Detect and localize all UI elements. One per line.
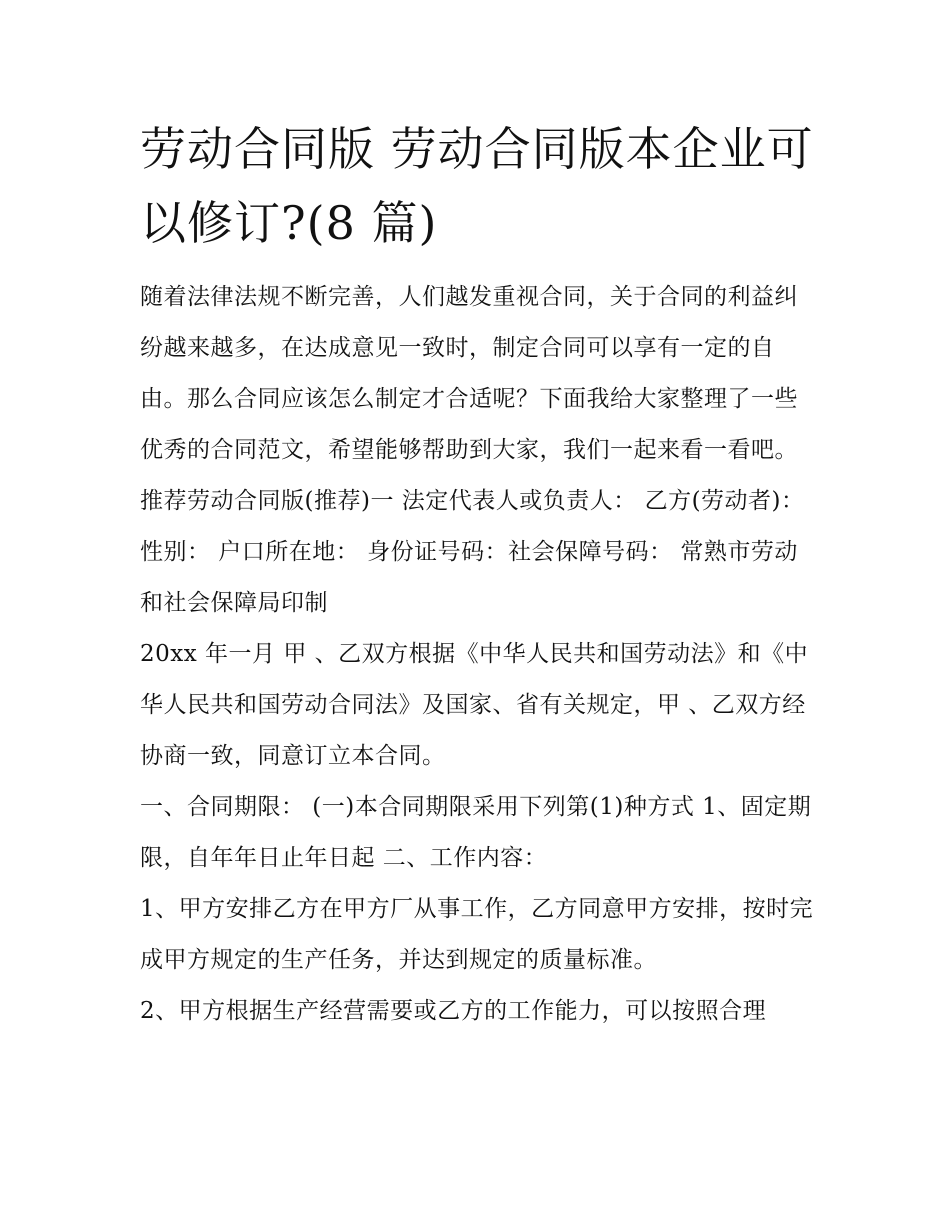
paragraph-work-item-2: 2、甲方根据生产经营需要或乙方的工作能力，可以按照合理 bbox=[140, 998, 767, 1024]
paragraph-work-item-1: 1、甲方安排乙方在甲方厂从事工作，乙方同意甲方安排，按时完成甲方规定的生产任务，并达到规定的质量标准。 bbox=[140, 896, 814, 973]
paragraph-parties: 推荐劳动合同版(推荐)一 法定代表人或负责人： 乙方(劳动者)： 性别： 户口所在地： 身份证号码：社会保障号码： 常熟市劳动和社会保障局印制 bbox=[140, 488, 805, 616]
document-title: 劳动合同版 劳动合同版本企业可以修订?(8 篇) bbox=[140, 122, 814, 250]
paragraph-contract-term: 一、合同期限： (一)本合同期限采用下列第(1)种方式 1、固定期限，自年年日止年日起 二、工作内容： bbox=[140, 794, 812, 871]
document-body bbox=[140, 272, 820, 1037]
paragraph-legal-basis: 20xx 年一月 甲 、乙双方根据《中华人民共和国劳动法》和《中华人民共和国劳动合同法》及国家、省有关规定，甲 、乙双方经协商一致，同意订立本合同。 bbox=[140, 641, 809, 769]
paragraph-intro: 随着法律法规不断完善，人们越发重视合同，关于合同的利益纠纷越来越多，在达成意见一致时，制定合同可以享有一定的自由。那么合同应该怎么制定才合适呢？下面我给大家整理了一些优秀的合同范文，希望能够帮助到大家，我们一起来看一看吧。 bbox=[140, 284, 798, 463]
